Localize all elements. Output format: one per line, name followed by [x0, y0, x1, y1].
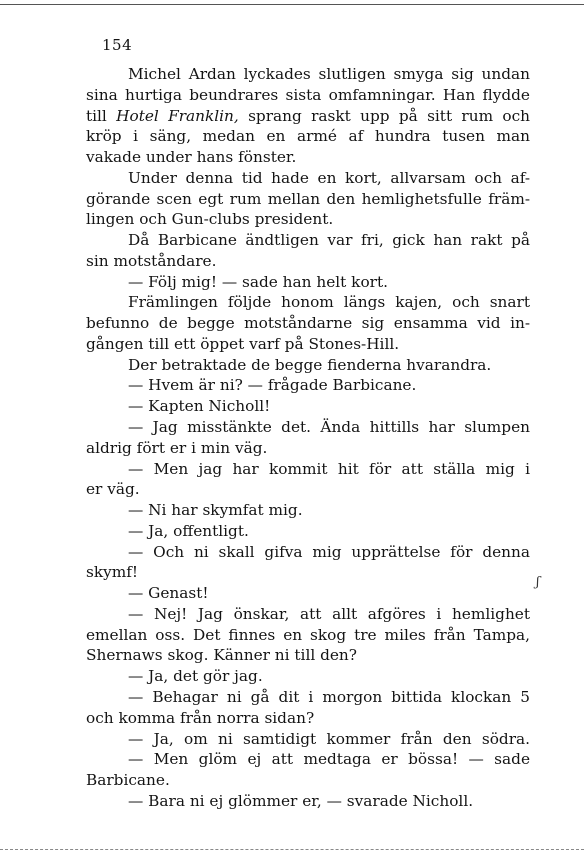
text-line: befunno de begge motståndarne sig ensamma vid in- — [86, 314, 530, 333]
text-line: Michel Ardan lyckades slutligen smyga sig undan — [128, 65, 530, 83]
text-line: — Men jag har kommit hit för att ställa mig i — [128, 459, 530, 478]
text-line: — Ja, offentligt. — [128, 521, 249, 540]
body-text — [86, 64, 530, 812]
text-line: sina hurtiga beundrares sista omfamningar. Han flydde — [86, 85, 530, 104]
text-line: — Följ mig! — sade han helt kort. — [128, 272, 388, 291]
text-line: görande scen egt rum mellan den hemlighetsfulle främ- — [86, 189, 530, 208]
text-line: — Bara ni ej glömmer er, — svarade Nicholl. — [128, 791, 474, 810]
text-line: Främlingen följde honom längs kajen, och snart — [128, 293, 530, 312]
text-line: lingen och Gun-clubs president. — [86, 210, 334, 229]
top-rule — [0, 4, 584, 5]
text-line: — Nej! Jag önskar, att allt afgöres i hemlighet — [128, 604, 530, 623]
text-line: — Ja, om ni samtidigt kommer från den södra. — [128, 729, 530, 748]
text-line: — Kapten Nicholl! — [128, 397, 271, 416]
text-line: och komma från norra sidan? — [86, 708, 315, 727]
page-number: 154 — [102, 36, 133, 54]
text-line: — Behagar ni gå dit i morgon bittida klockan 5 — [128, 687, 530, 706]
text-line: — Genast! — [128, 584, 209, 603]
text-line — [86, 106, 530, 127]
bottom-rule — [0, 849, 584, 850]
text-line: emellan oss. Det finnes en skog tre miles från Tampa, — [86, 625, 530, 644]
text-line: sin motståndare. — [86, 251, 217, 270]
text-line: vakade under hans fönster. — [86, 148, 297, 167]
text-line: — Men glöm ej att medtaga er bössa! — sade — [128, 750, 530, 769]
text-line: — Hvem är ni? — frågade Barbicane. — [128, 376, 417, 395]
text-line: — Ja, det gör jag. — [128, 667, 263, 686]
text-line: kröp i säng, medan en armé af hundra tusen man — [86, 127, 530, 146]
text-line: Barbicane. — [86, 771, 170, 790]
text-line: aldrig fört er i min väg. — [86, 438, 268, 457]
text-line: er väg. — [86, 480, 140, 499]
text-line: — Och ni skall gifva mig upprättelse för denna — [128, 542, 530, 561]
text-line: gången till ett öppet varf på Stones-Hill. — [86, 334, 400, 353]
text-line: Då Barbicane ändtligen var fri, gick han rakt på — [128, 231, 530, 250]
text-line: Der betraktade de begge fienderna hvarandra. — [128, 355, 492, 374]
margin-mark: ʃ — [536, 575, 540, 590]
text-span: till — [86, 106, 117, 125]
text-line: Shernaws skog. Känner ni till den? — [86, 646, 357, 665]
text-span: sprang raskt upp på sitt rum och — [238, 106, 531, 125]
text-line: — Jag misstänkte det. Ända hittills har slumpen — [128, 418, 530, 437]
text-line: — Ni har skymfat mig. — [128, 501, 303, 520]
italic-hotel-name: Hotel Franklin, — [116, 106, 239, 125]
text-line: Under denna tid hade en kort, allvarsam och af- — [128, 168, 530, 187]
text-line: skymf! — [86, 563, 139, 582]
